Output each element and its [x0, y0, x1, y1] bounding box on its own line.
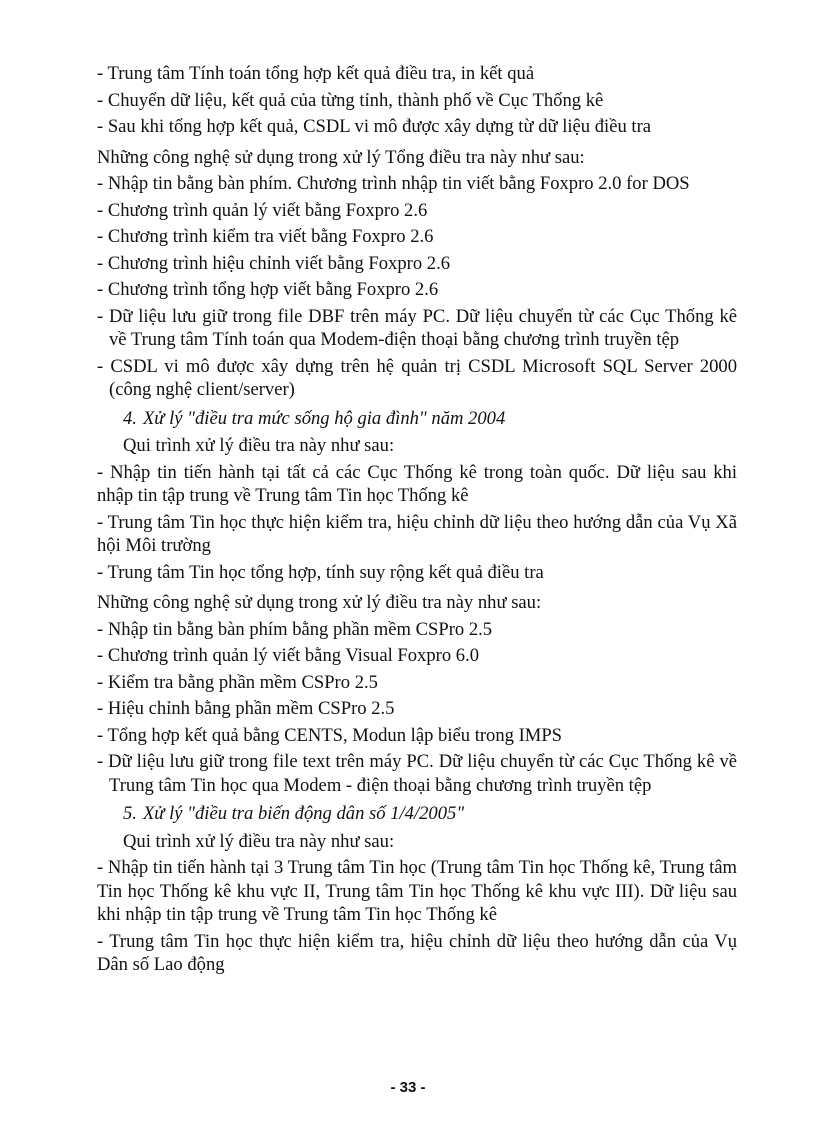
bullet-line: - Chuyển dữ liệu, kết quả của từng tỉnh, thành phố về Cục Thống kê [97, 89, 604, 111]
bullet-line: - Chương trình quản lý viết bằng Foxpro 2.6 [97, 199, 428, 221]
bullet-line: - Sau khi tổng hợp kết quả, CSDL vi mô được xây dựng từ dữ liệu điều tra [97, 116, 652, 137]
bullet-line: - Nhập tin bằng bàn phím bằng phần mềm CSPro 2.5 [97, 618, 493, 640]
bullet-line: - CSDL vi mô được xây dựng trên hệ quản trị CSDL Microsoft SQL Server 2000 (công nghệ client/server) [97, 355, 737, 400]
bullet-line: - Chương trình tổng hợp viết bằng Foxpro 2.6 [97, 279, 439, 300]
bullet-line: - Nhập tin tiến hành tại tất cả các Cục Thống kê trong toàn quốc. Dữ liệu sau khi nhập tin tập trung về Trung tâm Tin học Thống kê [97, 461, 737, 506]
bullet-line: - Chương trình kiểm tra viết bằng Foxpro 2.6 [97, 226, 434, 247]
bullet-line: - Trung tâm Tính toán tổng hợp kết quả điều tra, in kết quả [97, 63, 535, 84]
page-number: - 33 - [390, 1079, 426, 1096]
document-body [97, 62, 737, 980]
bullet-line: - Hiệu chỉnh bằng phần mềm CSPro 2.5 [97, 698, 395, 719]
section-number: 5. [123, 803, 137, 824]
paragraph: Những công nghệ sử dụng trong xử lý Tổng điều tra này như sau: [97, 146, 585, 168]
bullet-line: - Chương trình hiệu chỉnh viết bằng Foxpro 2.6 [97, 252, 451, 274]
section-heading-5 [123, 802, 737, 826]
paragraph: Những công nghệ sử dụng trong xử lý điều tra này như sau: [97, 592, 542, 613]
section-heading-4 [123, 407, 737, 431]
paragraph: Qui trình xử lý điều tra này như sau: [123, 435, 395, 456]
bullet-line: - Kiểm tra bằng phần mềm CSPro 2.5 [97, 671, 378, 693]
bullet-line: - Tổng hợp kết quả bằng CENTS, Modun lập biểu trong IMPS [97, 724, 563, 746]
bullet-line: - Dữ liệu lưu giữ trong file text trên máy PC. Dữ liệu chuyển từ các Cục Thống kê về Trung tâm Tin học qua Modem - điện thoại bằng chương trình truyền tệp [97, 751, 737, 796]
bullet-line: - Dữ liệu lưu giữ trong file DBF trên máy PC. Dữ liệu chuyển từ các Cục Thống kê về Trung tâm Tính toán qua Modem-điện thoại bằng chương trình truyền tệp [97, 305, 737, 350]
section-number: 4. [123, 407, 137, 429]
bullet-line: - Trung tâm Tin học thực hiện kiểm tra, hiệu chỉnh dữ liệu theo hướng dẫn của Vụ Xã hội Môi trường [97, 511, 737, 556]
bullet-line: - Nhập tin bằng bàn phím. Chương trình nhập tin viết bằng Foxpro 2.0 for DOS [97, 173, 690, 194]
section-title: Xử lý "điều tra mức sống hộ gia đình" năm 2004 [142, 407, 506, 429]
bullet-line: - Nhập tin tiến hành tại 3 Trung tâm Tin học (Trung tâm Tin học Thống kê, Trung tâm Tin học Thống kê khu vực II, Trung tâm Tin học Thống kê khu vực III). Dữ liệu sau khi nhập tin tập trung về Trung tâm Tin học Thống kê [97, 857, 737, 925]
section-title: Xử lý "điều tra biến động dân số 1/4/2005" [142, 803, 465, 824]
bullet-line: - Trung tâm Tin học tổng hợp, tính suy rộng kết quả điều tra [97, 561, 544, 583]
paragraph: Qui trình xử lý điều tra này như sau: [123, 830, 395, 852]
bullet-line: - Chương trình quản lý viết bằng Visual Foxpro 6.0 [97, 645, 480, 666]
bullet-line: - Trung tâm Tin học thực hiện kiểm tra, hiệu chỉnh dữ liệu theo hướng dẫn của Vụ Dân số Lao động [97, 930, 737, 975]
